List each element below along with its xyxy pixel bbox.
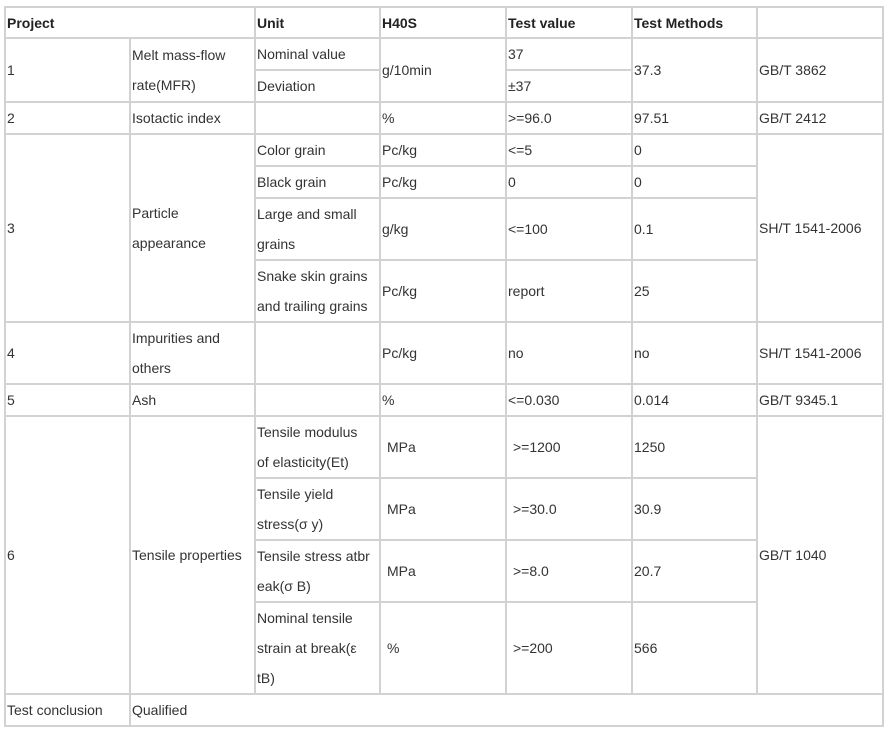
spec-cell: >=8.0 — [505, 539, 633, 603]
unit-cell: MPa — [379, 477, 507, 541]
header-empty — [756, 6, 884, 39]
row-number: 4 — [4, 321, 131, 385]
unit-cell: MPa — [379, 415, 507, 479]
row-item: Tensile properties — [129, 415, 256, 695]
result-cell: 20.7 — [631, 539, 758, 603]
unit-cell: Pc/kg — [379, 321, 507, 385]
sub-item: Tensile yield stress(σ y) — [254, 477, 381, 541]
row-number: 6 — [4, 415, 131, 695]
row-item: Ash — [129, 383, 256, 417]
spec-cell: 0 — [505, 165, 633, 199]
method-cell: GB/T 2412 — [756, 101, 884, 135]
sub-item: Tensile stress atbr eak(σ B) — [254, 539, 381, 603]
header-project: Project — [4, 6, 256, 39]
result-cell: no — [631, 321, 758, 385]
sub-item: Deviation — [254, 69, 381, 103]
result-cell: 566 — [631, 601, 758, 695]
result-cell: 25 — [631, 259, 758, 323]
unit-cell: Pc/kg — [379, 133, 507, 167]
row-item: Impurities and others — [129, 321, 256, 385]
unit-cell: MPa — [379, 539, 507, 603]
sub-item: Nominal value — [254, 37, 381, 71]
spec-cell: >=30.0 — [505, 477, 633, 541]
row-number: 2 — [4, 101, 131, 135]
result-cell: 37.3 — [631, 37, 758, 103]
sub-item: Tensile modulus of elasticity(Et) — [254, 415, 381, 479]
result-cell: 97.51 — [631, 101, 758, 135]
row-item: Melt mass-flow rate(MFR) — [129, 37, 256, 103]
sub-item: Color grain — [254, 133, 381, 167]
method-cell: GB/T 3862 — [756, 37, 884, 103]
method-cell: SH/T 1541-2006 — [756, 321, 884, 385]
result-cell: 0.1 — [631, 197, 758, 261]
unit-cell: g/10min — [379, 37, 507, 103]
spec-cell: no — [505, 321, 633, 385]
result-cell: 0.014 — [631, 383, 758, 417]
unit-cell: Pc/kg — [379, 259, 507, 323]
spec-cell: ±37 — [505, 69, 633, 103]
result-cell: 0 — [631, 165, 758, 199]
sub-item-empty — [254, 383, 381, 417]
unit-cell: g/kg — [379, 197, 507, 261]
header-unit: Unit — [254, 6, 381, 39]
sub-item-empty — [254, 101, 381, 135]
header-grade: H40S — [379, 6, 507, 39]
spec-cell: <=0.030 — [505, 383, 633, 417]
conclusion-value: Qualified — [129, 693, 884, 727]
spec-cell: >=200 — [505, 601, 633, 695]
unit-cell: % — [379, 601, 507, 695]
row-item: Particle appearance — [129, 133, 256, 323]
unit-cell: % — [379, 383, 507, 417]
header-test-value: Test value — [505, 6, 633, 39]
row-number: 1 — [4, 37, 131, 103]
sub-item: Nominal tensile strain at break(ε tB) — [254, 601, 381, 695]
sub-item: Large and small grains — [254, 197, 381, 261]
spec-cell: <=100 — [505, 197, 633, 261]
sub-item: Snake skin grains and trailing grains — [254, 259, 381, 323]
spec-cell: >=96.0 — [505, 101, 633, 135]
sub-item: Black grain — [254, 165, 381, 199]
row-item: Isotactic index — [129, 101, 256, 135]
result-cell: 1250 — [631, 415, 758, 479]
result-cell: 30.9 — [631, 477, 758, 541]
row-number: 3 — [4, 133, 131, 323]
unit-cell: % — [379, 101, 507, 135]
method-cell: SH/T 1541-2006 — [756, 133, 884, 323]
method-cell: GB/T 9345.1 — [756, 383, 884, 417]
spec-cell: 37 — [505, 37, 633, 71]
header-test-methods: Test Methods — [631, 6, 758, 39]
spec-cell: <=5 — [505, 133, 633, 167]
spec-cell: report — [505, 259, 633, 323]
sub-item-empty — [254, 321, 381, 385]
unit-cell: Pc/kg — [379, 165, 507, 199]
method-cell: GB/T 1040 — [756, 415, 884, 695]
result-cell: 0 — [631, 133, 758, 167]
spec-cell: >=1200 — [505, 415, 633, 479]
conclusion-label: Test conclusion — [4, 693, 131, 727]
row-number: 5 — [4, 383, 131, 417]
